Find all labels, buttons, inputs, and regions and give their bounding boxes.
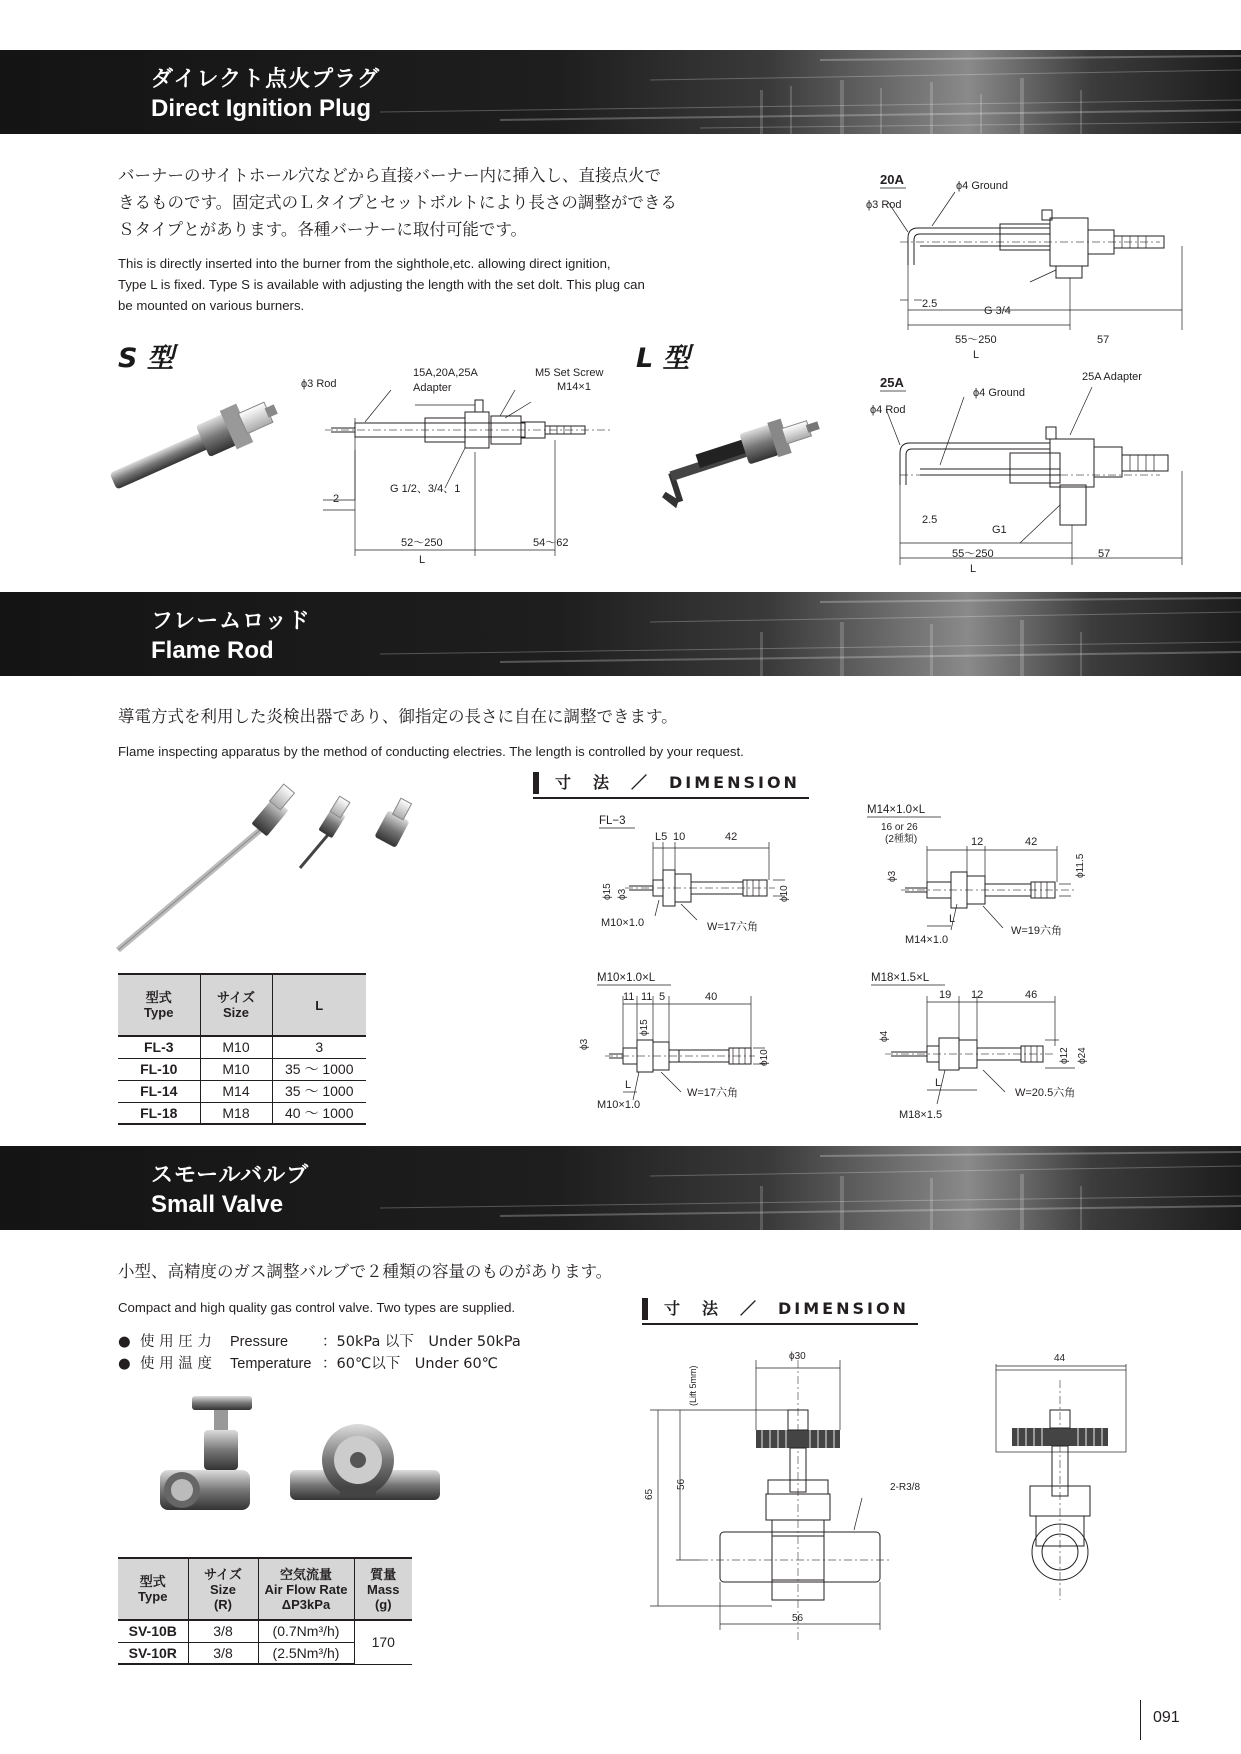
dim-5: 5 bbox=[659, 991, 666, 1003]
dim-12: 12 bbox=[971, 989, 984, 1001]
header-jp: 型式 bbox=[145, 990, 172, 1005]
header-unit: (g) bbox=[374, 1596, 392, 1612]
col-size bbox=[200, 974, 272, 1036]
dim-phi15: ϕ15 bbox=[602, 883, 613, 900]
l-type-label: L 型 bbox=[636, 343, 690, 374]
drawing-title: M10×1.0×L bbox=[597, 972, 656, 984]
cell-type: FL-14 bbox=[118, 1080, 200, 1102]
size-label: 25A bbox=[880, 375, 904, 390]
dim-phi12: ϕ12 bbox=[1059, 1047, 1070, 1064]
col-size bbox=[188, 1558, 258, 1620]
section-banner-flame-rod bbox=[0, 592, 1241, 676]
desc-line: This is directly inserted into the burner from the sighthole,etc. allowing direct ignition, bbox=[118, 256, 611, 271]
desc-line: Ｓタイプとがあります。各種バーナーに取付可能です。 bbox=[118, 220, 528, 239]
gap-label: 2 bbox=[333, 493, 340, 505]
cell-type: FL-18 bbox=[118, 1102, 200, 1124]
section-banner-ignition-plug bbox=[0, 50, 1241, 134]
header-jp: 型式 bbox=[139, 1574, 166, 1589]
dim-10: 10 bbox=[673, 831, 686, 843]
section-title-en: Small Valve bbox=[151, 1191, 284, 1218]
section-title-en: Direct Ignition Plug bbox=[151, 95, 371, 122]
thread-label: M10×1.0 bbox=[597, 1099, 641, 1111]
adapter-label: Adapter bbox=[413, 382, 452, 394]
L-label: L bbox=[935, 1077, 942, 1089]
len1-label: 55～250 bbox=[955, 334, 997, 346]
dim-phi3: ϕ3 bbox=[617, 888, 628, 900]
L-label: L bbox=[970, 563, 977, 575]
table-row bbox=[118, 1620, 412, 1642]
desc-line: バーナーのサイトホール穴などから直接バーナー内に挿入し、直接点火で bbox=[118, 166, 662, 185]
len1-label: 55～250 bbox=[952, 548, 994, 560]
table-row bbox=[118, 1058, 366, 1080]
ground-label: ϕ4 Ground bbox=[956, 180, 1009, 192]
valve-spec-table bbox=[118, 1557, 412, 1665]
desc-line: be mounted on various burners. bbox=[118, 298, 305, 313]
flame-rod-description-en: Flame inspecting apparatus by the method of conducting electries. The length is controlled by your request. bbox=[118, 744, 744, 759]
dim-19: 19 bbox=[939, 989, 952, 1001]
valve-description-en: Compact and high quality gas control valve. Two types are supplied. bbox=[118, 1300, 516, 1315]
s-type-plug-photo bbox=[95, 390, 285, 500]
dim-phi10: ϕ10 bbox=[759, 1049, 770, 1066]
page-number: 091 bbox=[1153, 1709, 1180, 1726]
small-valve-photos bbox=[150, 1390, 450, 1540]
bullet-icon: ● bbox=[118, 1356, 131, 1372]
cell-size: 3/8 bbox=[188, 1620, 258, 1642]
bullet-icon: ● bbox=[118, 1334, 131, 1350]
col-mass bbox=[354, 1558, 412, 1620]
header-en: Size bbox=[222, 1005, 249, 1020]
s-type-drawing bbox=[295, 360, 625, 580]
drawing-title: FL−3 bbox=[599, 815, 626, 827]
spec-jp: 使 用 温 度 bbox=[140, 1356, 212, 1372]
desc-line: Type L is fixed. Type S is available with adjusting the length with the set dolt. This plug can bbox=[118, 277, 645, 292]
col-length bbox=[272, 974, 366, 1036]
adapter-label: 25A Adapter bbox=[1082, 371, 1142, 383]
dimension-marker bbox=[642, 1298, 648, 1320]
dimension-label: 寸 法 ／ DIMENSION bbox=[664, 1299, 909, 1318]
g-thread-label: G 1/2、3/4、1 bbox=[390, 483, 461, 495]
len1-label: 52～250 bbox=[401, 537, 443, 549]
col-type bbox=[118, 1558, 188, 1620]
cell-length: 35 ～ 1000 bbox=[272, 1080, 366, 1102]
spec-value: ：50kPa 以下 Under 50kPa bbox=[322, 1334, 521, 1350]
dimension-underline bbox=[533, 797, 809, 799]
cell-size: M10 bbox=[200, 1036, 272, 1058]
page-number-rule bbox=[1140, 1700, 1141, 1740]
fl3-drawing bbox=[595, 810, 805, 940]
dimension-header bbox=[642, 1296, 918, 1324]
header-en: Type bbox=[144, 1005, 174, 1020]
section-title-jp: フレームロッド bbox=[151, 609, 311, 634]
l-type-plug-photo bbox=[648, 410, 838, 500]
adapter-sizes: 15A,20A,25A bbox=[413, 367, 478, 379]
L-label: L bbox=[419, 554, 426, 566]
l-type-25a-drawing bbox=[860, 365, 1190, 575]
dim-46: 46 bbox=[1025, 989, 1038, 1001]
rod-label: ϕ4 Rod bbox=[870, 404, 906, 416]
flame-rod-spec-table bbox=[118, 973, 366, 1125]
size-label: 20A bbox=[880, 172, 904, 187]
spec-value: ：60℃以下 Under 60℃ bbox=[322, 1356, 498, 1372]
gap-label: 2.5 bbox=[922, 514, 938, 526]
dimension-underline bbox=[642, 1323, 918, 1325]
dim-phi10: ϕ10 bbox=[779, 885, 790, 902]
dimension-marker bbox=[533, 772, 539, 794]
L-label: L bbox=[625, 1079, 632, 1091]
m18-drawing bbox=[855, 968, 1095, 1128]
table-row bbox=[118, 1036, 366, 1058]
dim-phi4: ϕ4 bbox=[879, 1030, 890, 1042]
header-unit: ΔP3kPa bbox=[281, 1596, 331, 1612]
setscrew-label: M5 Set Screw bbox=[535, 367, 604, 379]
length-note: 16 or 26 bbox=[881, 822, 918, 833]
valve-side-drawing bbox=[990, 1350, 1130, 1610]
dim-h56: 56 bbox=[676, 1478, 687, 1490]
header-unit: (R) bbox=[213, 1596, 233, 1612]
rod-label: ϕ3 Rod bbox=[301, 378, 337, 390]
thread-label: M10×1.0 bbox=[601, 917, 645, 929]
spec-jp: 使 用 圧 力 bbox=[140, 1334, 212, 1350]
lift-label: (Lift 5mm) bbox=[688, 1365, 698, 1406]
ignition-description-jp bbox=[118, 162, 708, 243]
cell-type: FL-3 bbox=[118, 1036, 200, 1058]
dim-h65: 65 bbox=[644, 1488, 655, 1500]
header-jp: 質量 bbox=[370, 1566, 397, 1582]
L-label: L bbox=[949, 913, 956, 925]
section-title-jp: ダイレクト点火プラグ bbox=[151, 67, 381, 92]
dim-phi3: ϕ3 bbox=[579, 1038, 590, 1050]
L-label: L bbox=[973, 349, 980, 361]
dim-42: 42 bbox=[725, 831, 738, 843]
len2-label: 54～62 bbox=[533, 537, 569, 549]
cell-type: FL-10 bbox=[118, 1058, 200, 1080]
dim-w44: 44 bbox=[1054, 1353, 1066, 1364]
cell-size: M14 bbox=[200, 1080, 272, 1102]
dimension-header bbox=[533, 770, 809, 798]
col-type bbox=[118, 974, 200, 1036]
list-item bbox=[118, 1331, 521, 1353]
header-jp: 空気流量 bbox=[279, 1566, 332, 1582]
drawing-title: M18×1.5×L bbox=[871, 972, 930, 984]
gap-label: 2.5 bbox=[922, 298, 938, 310]
col-airflow bbox=[258, 1558, 354, 1620]
spec-en: Temperature bbox=[230, 1356, 312, 1372]
m14-drawing bbox=[865, 800, 1095, 950]
dim-phi3: ϕ3 bbox=[887, 870, 898, 882]
flame-rod-description-jp: 導電方式を利用した炎検出器であり、御指定の長さに自在に調整できます。 bbox=[118, 707, 678, 726]
spec-en: Pressure bbox=[230, 1334, 289, 1350]
header-jp: サイズ bbox=[217, 990, 255, 1005]
header-en: Air Flow Rate bbox=[264, 1581, 348, 1597]
flame-rod-photo bbox=[110, 780, 440, 955]
dim-11a: 11 bbox=[623, 991, 635, 1003]
list-item bbox=[118, 1353, 521, 1375]
s-type-label: S 型 bbox=[118, 343, 174, 374]
dim-42: 42 bbox=[1025, 836, 1038, 848]
dim-w56: 56 bbox=[792, 1613, 804, 1624]
ground-label: ϕ4 Ground bbox=[973, 387, 1026, 399]
header-en: Mass bbox=[366, 1581, 400, 1597]
thread-label: M14×1.0 bbox=[905, 934, 949, 946]
ignition-description-en bbox=[118, 253, 718, 316]
thread-label: M14×1 bbox=[557, 381, 591, 393]
dim-l5: L5 bbox=[655, 831, 668, 843]
valve-spec-bullets bbox=[118, 1331, 521, 1375]
table-row bbox=[118, 1102, 366, 1124]
desc-line: きるものです。固定式のＬタイプとセットボルトにより長さの調整ができる bbox=[118, 193, 677, 212]
cell-size: M18 bbox=[200, 1102, 272, 1124]
dim-12: 12 bbox=[971, 836, 984, 848]
header-jp: サイズ bbox=[204, 1566, 242, 1582]
hex-label: W=17六角 bbox=[687, 1087, 739, 1099]
hex-label: W=20.5六角 bbox=[1015, 1087, 1076, 1099]
cell-airflow: (0.7Nm³/h) bbox=[258, 1620, 354, 1642]
header-en: Type bbox=[138, 1589, 168, 1604]
hex-label: W=17六角 bbox=[707, 921, 759, 933]
dim-phi15: ϕ15 bbox=[639, 1019, 650, 1036]
cell-mass: 170 bbox=[354, 1620, 412, 1664]
length-note-2: (2種類) bbox=[885, 834, 918, 845]
m10-drawing bbox=[575, 968, 805, 1118]
cell-length: 3 bbox=[272, 1036, 366, 1058]
header-en: Size bbox=[209, 1581, 236, 1597]
cell-size: 3/8 bbox=[188, 1642, 258, 1664]
l-type-20a-drawing bbox=[860, 170, 1190, 360]
drawing-title: M14×1.0×L bbox=[867, 804, 926, 816]
dim-phi24: ϕ24 bbox=[1077, 1047, 1088, 1064]
section-banner-small-valve bbox=[0, 1146, 1241, 1230]
dim-11b: 11 bbox=[641, 991, 653, 1003]
dimension-label: 寸 法 ／ DIMENSION bbox=[555, 773, 800, 792]
dim-40: 40 bbox=[705, 991, 718, 1003]
table-row bbox=[118, 1080, 366, 1102]
cell-airflow: (2.5Nm³/h) bbox=[258, 1642, 354, 1664]
cell-length: 40 ～ 1000 bbox=[272, 1102, 366, 1124]
len2-label: 57 bbox=[1098, 548, 1111, 560]
rod-label: ϕ3 Rod bbox=[866, 199, 902, 211]
dim-phi30: ϕ30 bbox=[789, 1351, 806, 1362]
dim-phi115: ϕ11.5 bbox=[1075, 853, 1086, 878]
cell-size: M10 bbox=[200, 1058, 272, 1080]
thread-label: M18×1.5 bbox=[899, 1109, 943, 1121]
cell-type: SV-10R bbox=[118, 1642, 188, 1664]
g-thread-label: G 3/4 bbox=[984, 305, 1011, 317]
g-thread-label: G1 bbox=[992, 524, 1007, 536]
section-title-en: Flame Rod bbox=[151, 637, 274, 664]
thread-label: 2-R3/8 bbox=[890, 1482, 921, 1493]
header-jp: L bbox=[315, 997, 324, 1013]
section-title-jp: スモールバルブ bbox=[151, 1163, 310, 1188]
hex-label: W=19六角 bbox=[1011, 925, 1063, 937]
cell-length: 35 ～ 1000 bbox=[272, 1058, 366, 1080]
cell-type: SV-10B bbox=[118, 1620, 188, 1642]
len2-label: 57 bbox=[1097, 334, 1110, 346]
valve-front-drawing bbox=[640, 1340, 940, 1650]
valve-description-jp: 小型、高精度のガス調整バルブで２種類の容量のものがあります。 bbox=[118, 1262, 613, 1281]
